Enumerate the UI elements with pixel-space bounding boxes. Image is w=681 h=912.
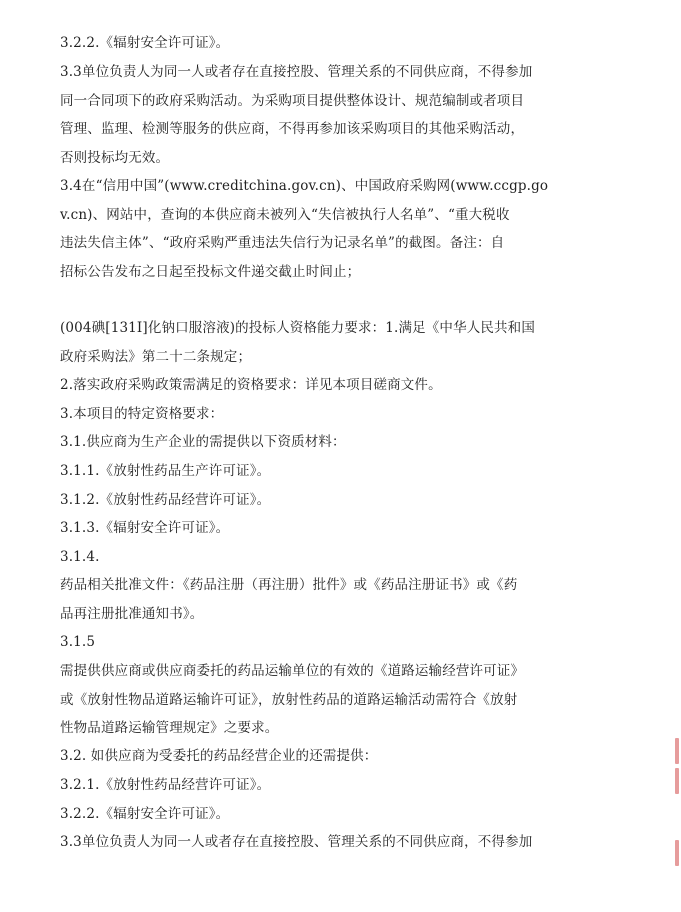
text-line: 3.3单位负责人为同一人或者存在直接控股、管理关系的不同供应商，不得参加: [60, 834, 533, 850]
text-line: 3.1.1.《放射性药品生产许可证》。: [60, 463, 271, 479]
text-line: 性物品道路运输管理规定》之要求。: [60, 720, 279, 737]
seal-edge-mark: [675, 738, 679, 764]
clause-3-2: [60, 742, 580, 771]
clause-3-1-3: [60, 514, 580, 543]
clause-3-1: [60, 428, 580, 457]
seal-edge-mark: [675, 840, 679, 866]
clause-3-1-4: [60, 543, 580, 572]
clause-3-3-bottom: [60, 828, 580, 857]
clause-3: [60, 400, 580, 429]
text-line: 3.本项目的特定资格要求：: [60, 406, 224, 422]
text-line: 3.1.4.: [60, 549, 100, 565]
clause-2: [60, 371, 580, 400]
clause-transport: [60, 657, 580, 743]
clause-3-4: [60, 172, 580, 286]
text-line: 3.1.供应商为生产企业的需提供以下资质材料：: [60, 434, 346, 450]
text-line: 违法失信主体”、“政府采购严重违法失信行为记录名单”的截图。备注：自: [60, 235, 505, 252]
text-line: 2.落实政府采购政策需满足的资格要求：详见本项目磋商文件。: [60, 377, 442, 393]
text-line: 3.2.2.《辐射安全许可证》。: [60, 35, 230, 51]
text-line: 3.2. 如供应商为受委托的药品经营企业的还需提供：: [60, 748, 378, 764]
text-line: 品再注册批准通知书》。: [60, 605, 204, 622]
text-line: 3.1.2.《放射性药品经营许可证》。: [60, 492, 271, 508]
clause-3-3-top: [60, 58, 580, 172]
text-line: (004碘[131I]化钠口服溶液)的投标人资格能力要求：1.满足《中华人民共和国: [60, 320, 535, 336]
text-line: 或《放射性物品道路运输许可证》，放射性药品的道路运输活动需符合《放射: [60, 691, 518, 708]
text-line: 药品相关批准文件：《药品注册（再注册）批件》或《药品注册证书》或《药: [60, 577, 518, 593]
seal-edge-mark: [675, 768, 679, 794]
text-line: 政府采购法》第二十二条规定；: [60, 348, 252, 365]
text-line: 3.4在“信用中国”(www.creditchina.gov.cn)、中国政府采购网(www.ccgp.go: [60, 178, 549, 194]
text-line: 需提供供应商或供应商委托的药品运输单位的有效的《道路运输经营许可证》: [60, 663, 525, 679]
clause-3-2-1: [60, 771, 580, 800]
text-line: 管理、监理、检测等服务的供应商，不得再参加该采购项目的其他采购活动，: [60, 121, 525, 138]
clause-3-1-1: [60, 457, 580, 486]
text-line: 3.1.5: [60, 634, 96, 650]
clause-004-requirements: [60, 314, 580, 371]
text-line: 否则投标均无效。: [60, 149, 170, 166]
text-line: v.cn)、网站中，查询的本供应商未被列入“失信被执行人名单”、“重大税收: [60, 206, 510, 223]
text-line: 3.2.1.《放射性药品经营许可证》。: [60, 777, 271, 793]
text-line: 招标公告发布之日起至投标文件递交截止时间止；: [60, 263, 361, 280]
clause-3-2-2-top: [60, 29, 580, 58]
text-line: 3.2.2.《辐射安全许可证》。: [60, 806, 230, 822]
text-line: 同一合同项下的政府采购活动。为采购项目提供整体设计、规范编制或者项目: [60, 92, 525, 109]
text-line: 3.1.3.《辐射安全许可证》。: [60, 520, 230, 536]
clause-3-1-2: [60, 486, 580, 515]
clause-drug-approval: [60, 571, 580, 628]
clause-3-2-2-bottom: [60, 800, 580, 829]
text-line: 3.3单位负责人为同一人或者存在直接控股、管理关系的不同供应商，不得参加: [60, 64, 533, 80]
clause-3-1-5: [60, 628, 580, 657]
